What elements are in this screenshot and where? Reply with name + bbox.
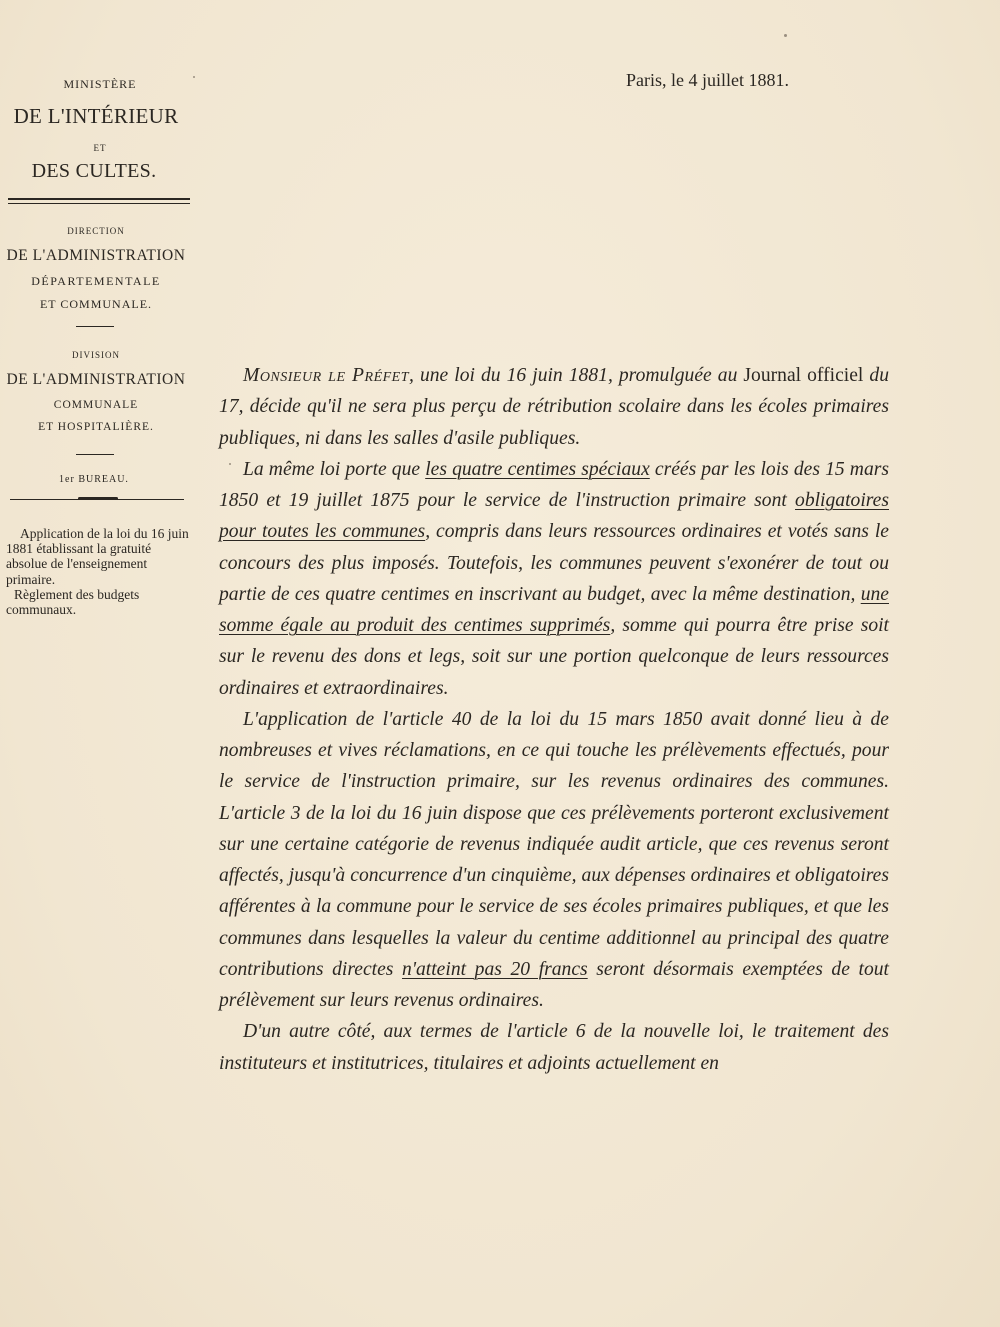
paper-speck <box>229 463 231 465</box>
division-communal: COMMUNALE <box>53 399 139 411</box>
bureau-label: 1er BUREAU. <box>59 474 129 485</box>
underlined-phrase: une somme égale au produit des centimes supprimés <box>219 583 889 636</box>
paragraph-4: D'un autre côté, aux termes de l'article 6 de la nouvelle loi, le traitement des instituteurs et institutrices, titulaires et adjoints actuellement en <box>219 1021 889 1074</box>
direction-departmental: DÉPARTEMENTALE <box>31 274 161 288</box>
paper-speck <box>193 76 195 78</box>
underlined-phrase: les quatre centimes spéciaux <box>425 458 650 480</box>
direction-name: DE L'ADMINISTRATION <box>6 247 186 264</box>
summary-application: Application de la loi du 16 juin 1881 établissant la gratuité absolue de l'enseignement primaire. <box>6 526 189 587</box>
summary-budgets: Règlement des budgets communaux. <box>6 586 140 618</box>
paragraph-3: L'application de l'article 40 de la loi du 15 mars 1850 avait donné lieu à de nombreuses et vives réclamations, en ce qui touche les prélèvements effectués, pour le service de l'instruction primaire, sur les revenus ordinaires des communes. L'article 3 de la loi du 16 juin dispose que ces prélèvements porteront exclusivement sur une certaine catégorie de revenus indiquée audit article, que ces revenus seront affectés, jusqu'à concurrence d'un cinquième, aux dépenses ordinaires et obligatoires afférentes à la commune pour le service de ses écoles primaires publiques, et que les communes dans lesquelles la valeur du centime additionnel au principal des quatre contributions directes n'atteint pas 20 francs seront désormais exemptées de tout prélèvement sur leurs revenus ordinaires. <box>219 708 889 1011</box>
ministry-conjunction: ET <box>93 143 107 153</box>
division-hospital: ET HOSPITALIÈRE. <box>38 421 154 433</box>
underlined-phrase: n'atteint pas 20 francs <box>402 958 588 980</box>
ministry-cults: DES CULTES. <box>31 160 157 182</box>
paragraph-1: Monsieur le Préfet, une loi du 16 juin 1881, promulguée au Journal officiel du 17, décide qu'il ne sera plus perçu de rétribution scolaire dans les écoles primaires publiques, ni dans les salles d'asile publiques. <box>219 365 889 449</box>
salutation: Monsieur le Préfet <box>243 365 410 386</box>
direction-label: DIRECTION <box>67 226 125 236</box>
journal-officiel: Journal officiel <box>743 365 864 386</box>
division-short-rule <box>76 454 114 455</box>
letter-body <box>219 360 889 1079</box>
date-line: Paris, le 4 juillet 1881. <box>626 70 789 90</box>
header-double-rule-bottom <box>8 203 190 204</box>
direction-short-rule <box>76 326 114 327</box>
paper-speck <box>784 34 787 37</box>
division-name: DE L'ADMINISTRATION <box>6 371 186 388</box>
header-double-rule-top <box>8 198 190 200</box>
paragraph-2: La même loi porte que les quatre centimes spéciaux créés par les lois des 15 mars 1850 et 19 juillet 1875 pour le service de l'instruction primaire sont obligatoires pour toutes les communes, compris dans leurs ressources ordinaires et votés sans le concours des plus imposés. Toutefois, les communes peuvent s'exonérer de tout ou partie de ces quatre centimes en inscrivant au budget, avec la même destination, une somme égale au produit des centimes supprimés, somme qui pourra être prise soit sur le revenu des dons et legs, soit sur une portion quelconque de leurs ressources ordinaires et extraordinaires. <box>219 458 890 699</box>
ministry-label: MINISTÈRE <box>63 77 137 91</box>
underlined-phrase: obligatoires pour toutes les communes <box>219 490 889 543</box>
direction-communal: ET COMMUNALE. <box>39 297 153 311</box>
bureau-rule-swell <box>78 497 118 500</box>
ministry-name: DE L'INTÉRIEUR <box>13 104 179 128</box>
division-label: DIVISION <box>72 350 120 360</box>
margin-summary <box>6 526 192 617</box>
